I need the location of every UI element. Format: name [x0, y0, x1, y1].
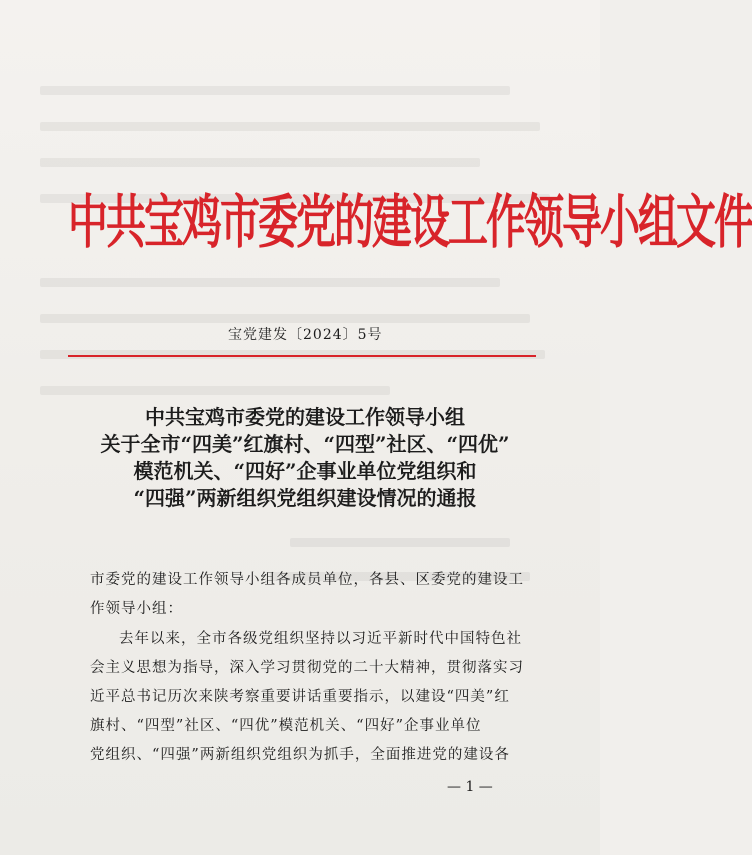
addressee	[90, 566, 545, 624]
masthead-title: 中共宝鸡市委党的建设工作领导小组文件	[68, 189, 752, 257]
title-line: “四强”两新组织党组织建设情况的通报	[133, 486, 477, 510]
title-line: 关于全市“四美”红旗村、“四型”社区、“四优”	[100, 432, 510, 456]
title-line: 中共宝鸡市委党的建设工作领导小组	[145, 405, 465, 429]
body-paragraph	[90, 625, 545, 770]
body-line: 旗村、“四型”社区、“四优”模范机关、“四好”企事业单位	[90, 718, 482, 734]
document-number: 宝党建发〔2024〕5号	[228, 327, 383, 343]
notice-title	[70, 404, 540, 512]
page-number: — 1 —	[447, 779, 493, 795]
body-line: 党组织、“四强”两新组织党组织为抓手，全面推进党的建设各	[90, 747, 510, 763]
addressee-line: 市委党的建设工作领导小组各成员单位，各县、区委党的建设工	[90, 572, 524, 588]
body-line: 近平总书记历次来陕考察重要讲话重要指示，以建设“四美”红	[90, 689, 510, 705]
body-line: 去年以来，全市各级党组织坚持以习近平新时代中国特色社	[119, 631, 522, 647]
title-line: 模范机关、“四好”企事业单位党组织和	[133, 459, 477, 483]
addressee-line: 作领导小组：	[90, 601, 183, 617]
red-divider	[68, 355, 536, 357]
body-line: 会主义思想为指导，深入学习贯彻党的二十大精神，贯彻落实习	[90, 660, 524, 676]
